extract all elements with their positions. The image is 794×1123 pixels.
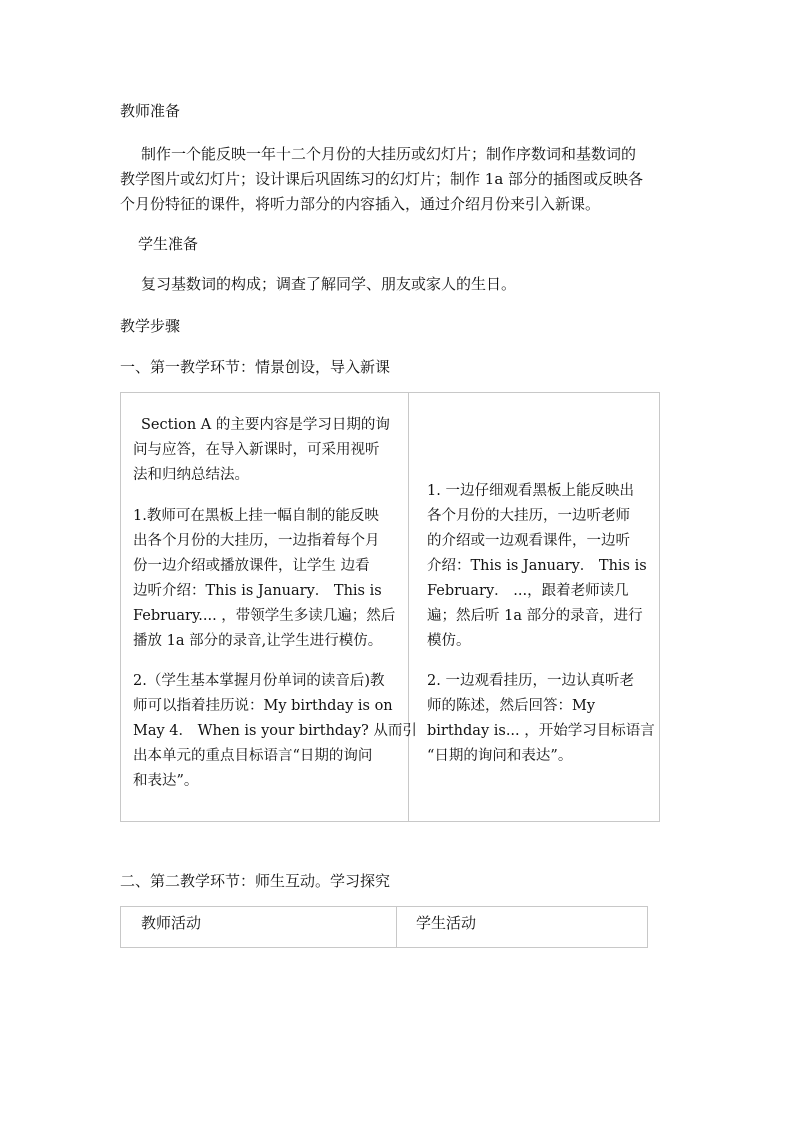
teacher-prep-line: 制作一个能反映一年十二个月份的大挂历或幻灯片；制作序数词和基数词的 (141, 145, 637, 163)
text-line: 出本单元的重点目标语言“日期的询问 (133, 748, 373, 764)
text-line: 和表达”。 (133, 773, 199, 789)
text-line: 2.（学生基本掌握月份单词的读音后)教 (133, 673, 385, 689)
student-prep-text: 复习基数词的构成；调查了解同学、朋友或家人的生日。 (141, 275, 517, 293)
text-line: May 4． When is your birthday? 从而引 (133, 723, 417, 739)
text-line: 问与应答，在导入新课时，可采用视听 (133, 442, 380, 458)
teacher-cell-step2 (133, 669, 417, 794)
teacher-cell-step1 (133, 504, 395, 654)
text-line: 1.教师可在黑板上挂一幅自制的能反映 (133, 508, 379, 524)
section2-table (120, 906, 648, 948)
table-divider (396, 907, 397, 947)
student-cell-step1 (427, 479, 647, 654)
column-header-student: 学生活动 (416, 914, 477, 932)
teacher-prep-paragraph-cont (120, 167, 643, 217)
section2-heading: 二、第二教学环节：师生互动。学习探究 (120, 872, 391, 890)
text-line: 各个月份的大挂历，一边听老师 (427, 508, 630, 524)
text-line: 法和归纳总结法。 (133, 467, 249, 483)
text-line: February.... ，带领学生多读几遍；然后 (133, 608, 396, 624)
student-prep-heading: 学生准备 (138, 235, 199, 253)
student-cell-step2 (427, 669, 655, 769)
text-line: Section A 的主要内容是学习日期的询 (141, 417, 390, 433)
text-line: 介绍：This is January． This is (427, 558, 647, 574)
section1-heading: 一、第一教学环节：情景创设，导入新课 (120, 358, 391, 376)
text-line: 师的陈述，然后回答：My (427, 698, 596, 714)
teacher-cell-intro (133, 413, 390, 488)
teacher-prep-line: 教学图片或幻灯片；设计课后巩固练习的幻灯片；制作 1a 部分的插图或反映各 (120, 170, 644, 188)
text-line: 模仿。 (427, 633, 471, 649)
text-line: 出各个月份的大挂历，一边指着每个月 (133, 533, 380, 549)
column-header-teacher: 教师活动 (141, 914, 202, 932)
steps-heading: 教学步骤 (120, 317, 181, 335)
text-line: 遍；然后听 1a 部分的录音，进行 (427, 608, 643, 624)
text-line: 1. 一边仔细观看黑板上能反映出 (427, 483, 634, 499)
teacher-prep-line: 个月份特征的课件，将听力部分的内容插入，通过介绍月份来引入新课。 (120, 195, 601, 213)
teacher-prep-heading: 教师准备 (120, 102, 181, 120)
text-line: “日期的询问和表达”。 (427, 748, 573, 764)
text-line: 边听介绍：This is January． This is (133, 583, 382, 599)
text-line: 份一边介绍或播放课件，让学生 边看 (133, 558, 370, 574)
text-line: 播放 1a 部分的录音,让学生进行模仿。 (133, 633, 383, 649)
text-line: February． ...，跟着老师读几 (427, 583, 629, 599)
section1-table (120, 392, 660, 822)
teacher-prep-paragraph (141, 142, 636, 167)
text-line: birthday is... ，开始学习目标语言 (427, 723, 655, 739)
text-line: 师可以指着挂历说：My birthday is on (133, 698, 393, 714)
text-line: 的介绍或一边观看课件，一边听 (427, 533, 630, 549)
text-line: 2. 一边观看挂历，一边认真听老 (427, 673, 634, 689)
